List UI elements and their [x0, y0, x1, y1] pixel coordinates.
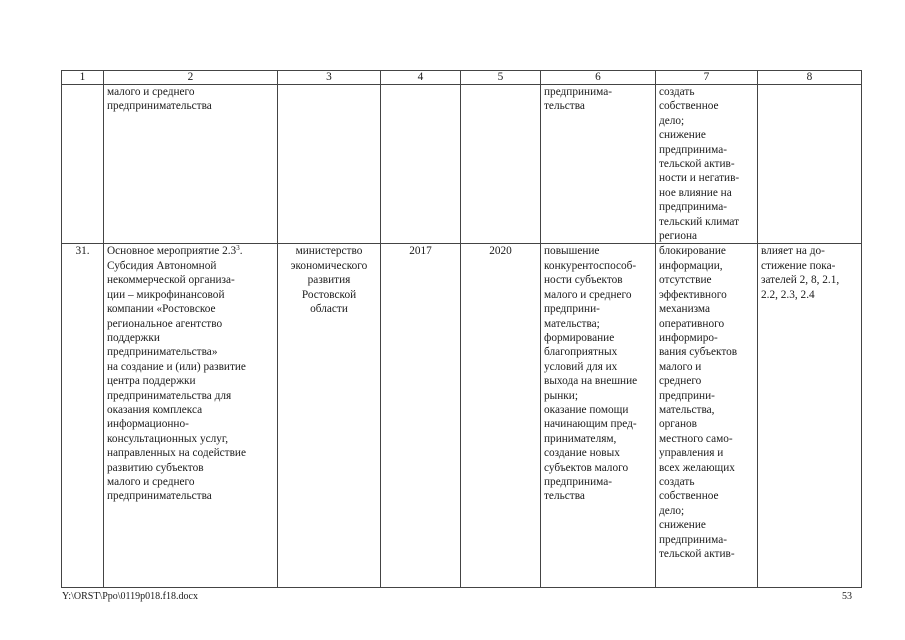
text-line: предприни- [544, 303, 600, 316]
text-line: вания субъектов [659, 346, 738, 359]
document-table [61, 70, 862, 588]
text-line: зателей 2, 8, 2.1, [761, 274, 840, 287]
column-number: 4 [381, 71, 461, 85]
text-line: механизма [659, 303, 711, 316]
footer-file-path: Y:\ORST\Ppo\0119p018.f18.docx [62, 591, 198, 602]
text-line: всех желающих [659, 461, 735, 474]
text-line: предпринимательства [107, 490, 212, 503]
column-number: 6 [541, 71, 656, 85]
cell-num: 31. [62, 244, 104, 588]
text-line: предпринима- [659, 201, 727, 214]
text-line: благоприятных [544, 346, 618, 359]
text-line: консультационных услуг, [107, 432, 229, 445]
text-line: снижение [659, 129, 706, 142]
text-line: предпринима- [659, 533, 727, 546]
text-line: начинающим пред- [544, 418, 637, 431]
text-line: ное влияние на [659, 186, 732, 199]
text-line: создать [659, 86, 695, 98]
text-line: выхода на внешние [544, 375, 638, 388]
column-number: 7 [656, 71, 758, 85]
consequences-text [659, 244, 754, 587]
text-line: компании «Ростовское [107, 303, 216, 316]
column-number: 5 [461, 71, 541, 85]
text-line: малого и среднего [107, 475, 195, 488]
text-line: тельской актив- [659, 548, 735, 560]
text-line: собственное [659, 490, 719, 503]
text-line: министерство [295, 245, 363, 258]
text-line: Ростовской [301, 288, 357, 301]
text-line: информационно- [107, 418, 189, 431]
cell-result [541, 85, 656, 244]
text-line: информиро- [659, 331, 718, 344]
text-line: предпринимательства» [107, 346, 218, 359]
column-number: 2 [104, 71, 278, 85]
continued-row [62, 85, 862, 244]
text-line: конкурентоспособ- [544, 259, 637, 272]
text-line: тельства [544, 490, 585, 503]
cell-start-year [381, 85, 461, 244]
text-line: принимателям, [544, 432, 617, 445]
text-line: региональное агентство [107, 317, 223, 330]
cell-consequences [656, 244, 758, 588]
text-line: органов [659, 418, 697, 431]
text-line: малого и среднего [544, 288, 632, 301]
text-line: мательства; [544, 317, 600, 330]
text-line: мательства, [659, 403, 715, 416]
text-line: на создание и (или) развитие [107, 360, 246, 373]
cell-result [541, 244, 656, 588]
cell-executor [278, 244, 381, 588]
text-line: рынки; [544, 389, 578, 402]
text-line: условий для их [544, 360, 618, 373]
text-line: предпринимательства [107, 100, 212, 113]
cell-executor [278, 85, 381, 244]
text-line: оперативного [659, 317, 725, 330]
text-line: оказания комплекса [107, 403, 203, 416]
text-line: создать [659, 475, 695, 488]
table-row-31 [62, 244, 862, 588]
column-number: 3 [278, 71, 381, 85]
text-line: управления и [659, 447, 724, 460]
text-line: предпринимательства для [107, 389, 232, 402]
text-line: собственное [659, 100, 719, 113]
text-line: поддержки [107, 331, 160, 344]
text-line: отсутствие [659, 274, 712, 287]
text-line: тельский климат [659, 215, 740, 228]
cell-start-year: 2017 [381, 244, 461, 588]
cell-end-year: 2020 [461, 244, 541, 588]
text-line: направленных на содействие [107, 447, 246, 460]
text-line: 2.2, 2.3, 2.4 [761, 288, 815, 301]
text-line: экономического [290, 259, 368, 272]
text-line: малого и [659, 360, 702, 373]
text-line: оказание помощи [544, 403, 629, 416]
cell-indicators [758, 244, 862, 588]
text-line: дело; [659, 504, 685, 517]
column-number-row [62, 71, 862, 85]
text-line: ности и негатив- [659, 172, 740, 185]
text-line: ции – микрофинансовой [107, 288, 225, 301]
text-line: некоммерческой организа- [107, 274, 235, 287]
text-line: местного само- [659, 432, 733, 445]
text-line: центра поддержки [107, 375, 196, 388]
text-line: области [310, 303, 348, 316]
text-line: предпринима- [544, 86, 612, 98]
text-line: влияет на до- [761, 245, 825, 258]
activity-text [107, 259, 274, 504]
text-line: развитию субъектов [107, 461, 204, 474]
text-line: предпринима- [544, 475, 612, 488]
cell-consequences [656, 85, 758, 244]
text-line: региона [659, 230, 698, 243]
text-line: эффективного [659, 288, 727, 301]
text-line: развития [307, 274, 351, 287]
text-line: тельской актив- [659, 158, 735, 171]
text-line: повышение [544, 245, 600, 258]
column-number: 1 [62, 71, 104, 85]
text-line: дело; [659, 114, 685, 127]
text-line: Субсидия Автономной [107, 259, 217, 272]
cell-num [62, 85, 104, 244]
text-line: предпринима- [659, 143, 727, 156]
cell-activity [104, 85, 278, 244]
text-line: информации, [659, 259, 723, 272]
text-line: малого и среднего [107, 86, 195, 98]
text-line: создание новых [544, 447, 620, 460]
text-line: предприни- [659, 389, 715, 402]
text-line: среднего [659, 375, 702, 388]
text-line: ности субъектов [544, 274, 623, 287]
footnote-mark: 3 [236, 244, 240, 253]
column-number: 8 [758, 71, 862, 85]
text-line: субъектов малого [544, 461, 629, 474]
text-line: блокирование [659, 245, 726, 258]
page-number: 53 [842, 591, 852, 602]
cell-end-year [461, 85, 541, 244]
cell-indicators [758, 85, 862, 244]
text-line: формирование [544, 331, 615, 344]
text-line: снижение [659, 519, 706, 532]
activity-title: Основное мероприятие $2.3^3$. [107, 244, 243, 258]
text-line: стижение пока- [761, 259, 836, 272]
text-line: тельства [544, 100, 585, 113]
cell-activity [104, 244, 278, 588]
